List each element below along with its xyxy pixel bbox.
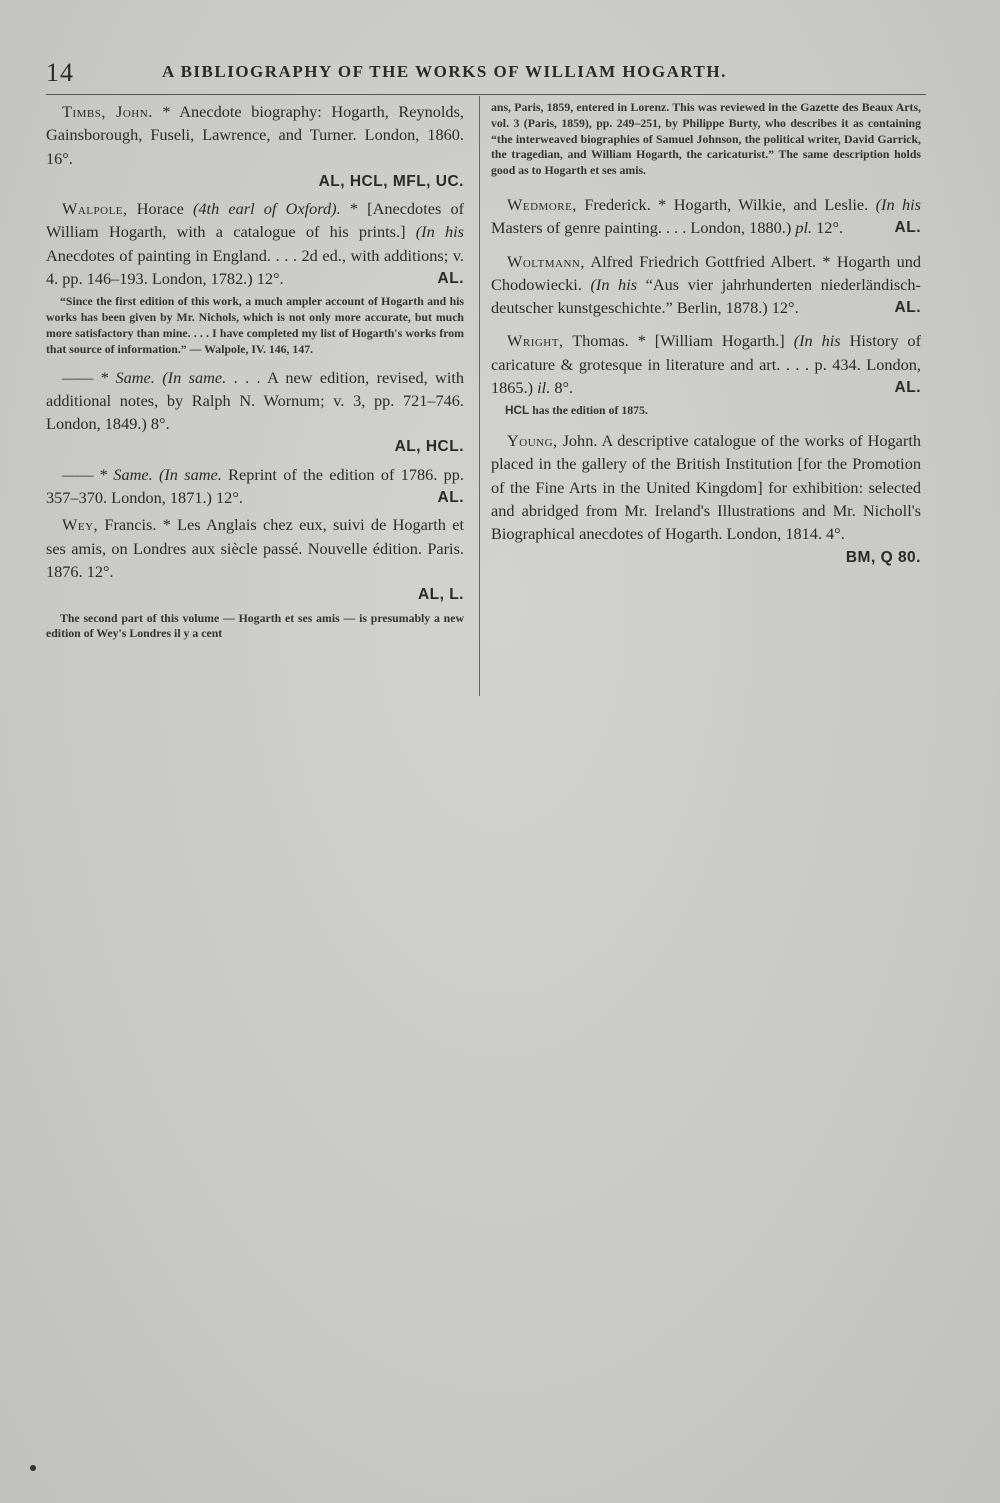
entry-text: Reprint of the edition of 1786. pp. 357–370. London, 1871.) 12°. — [46, 464, 464, 508]
note-text: has the edition of 1875. — [532, 403, 648, 418]
entry-in-his: (In his — [793, 331, 841, 351]
note-italic: Hogarth et ses amis — [238, 610, 340, 625]
ditto-dash: —— — [62, 367, 93, 387]
entry-wey — [46, 513, 464, 606]
holdings: AL, HCL, MFL, UC. — [318, 172, 464, 190]
page-number: 14 — [46, 58, 74, 87]
entry-author: Young, — [507, 431, 558, 451]
page-header — [46, 58, 926, 90]
column-rule — [479, 96, 480, 696]
holdings: AL. — [437, 270, 464, 288]
note-text: This was reviewed in the — [672, 100, 798, 114]
entry-wedmore — [491, 193, 921, 240]
note-italic: Londres il y a cent — [129, 626, 223, 641]
holdings: AL. — [894, 379, 921, 397]
entry-text-2: Masters of genre painting. . . . London, 1880.) — [491, 218, 792, 238]
entry-in-same: (In same. — [162, 367, 227, 387]
entry-text: John. A descriptive catalogue of the works of Hogarth placed in the gallery of the British Institution [for the Promotion of the Fine Arts in the United Kingdom] for exhibition: selected and abridged from Mr. Ireland's Illustrations and Mr. Nicholl's Biographical anecdotes of Hogarth. London, 1814. 4°. — [491, 431, 921, 544]
entry-in-his: (In his — [875, 194, 922, 214]
entry-title-italic: (4th earl of Oxford). — [192, 199, 341, 219]
entry-author: Wedmore, — [507, 194, 577, 214]
entry-same: * Same. — [98, 464, 153, 484]
holdings: AL. — [894, 299, 921, 317]
entry-woltmann — [491, 250, 921, 320]
entry-same-1 — [46, 366, 464, 459]
entry-illustrated: il. — [537, 378, 551, 398]
entry-author: Wey, — [62, 515, 99, 535]
entry-note-continued — [491, 100, 921, 179]
entry-author: Walpole, — [62, 199, 128, 219]
entry-in-his: (In his — [590, 274, 638, 294]
ink-speck — [30, 1465, 36, 1471]
holdings: AL. — [437, 489, 464, 507]
entry-in-his: (In his — [415, 222, 464, 242]
entry-timbs — [46, 100, 464, 193]
entry-note: “Since the first edition of this work, a much ampler account of Hogarth and his works has been given by Mr. Nichols, which is not only more accurate, but much more satisfactory than mine. . . . I have completed my list of Hogarth's works from that source of information.” — Walpole, IV. 146, 147. — [46, 294, 464, 356]
entry-name: Horace — [136, 199, 184, 219]
holdings: AL, L. — [417, 586, 464, 604]
holdings: AL. — [894, 219, 921, 237]
entry-text-2: “Aus vier jahrhunderten niederländisch-deutscher kunstgeschichte.” Berlin, 1878.) 12°. — [491, 274, 921, 318]
note-italic: Gazette des Beaux Arts, — [800, 100, 922, 114]
entry-text: Francis. * Les Anglais chez eux, suivi de Hogarth et ses amis, on Londres aux siècle passé. Nouvelle édition. Paris. 1876. 12°. — [46, 515, 464, 581]
entry-walpole — [46, 197, 464, 290]
entry-text-2: History of caricature & grotesque in literature and art. . . . p. 434. London, 1865.) — [491, 331, 921, 398]
ditto-dash: —— — [62, 464, 93, 484]
entry-size: 8°. — [554, 378, 574, 398]
entry-text: Thomas. * [William Hogarth.] — [572, 331, 785, 351]
entry-author: Woltmann, — [507, 251, 585, 271]
entry-note — [46, 611, 464, 643]
note-italic: Lorenz. — [630, 100, 670, 114]
right-column — [491, 100, 921, 569]
entry-note — [491, 403, 921, 419]
note-italic: ans, — [491, 100, 511, 114]
running-title: A BIBLIOGRAPHY OF THE WORKS OF WILLIAM HOGARTH. — [162, 62, 727, 81]
entry-text: Frederick. * Hogarth, Wilkie, and Leslie. — [584, 194, 869, 214]
entry-young — [491, 429, 921, 566]
note-text: Paris, 1859, entered in — [514, 100, 628, 114]
entry-plates: pl. — [795, 218, 813, 238]
entry-text: * [Anecdotes of William Hogarth, with a catalogue of his prints.] — [46, 199, 465, 242]
left-column — [46, 100, 464, 650]
entry-text: . . . A new edition, revised, with additional notes, by Ralph N. Wornum; v. 3, pp. 721–746. London, 1849.) 8°. — [46, 367, 465, 434]
note-text: The second part of this volume — — [60, 610, 235, 625]
entry-same: * Same. — [99, 367, 155, 387]
entry-size: 12°. — [816, 218, 844, 238]
holdings: BM, Q 80. — [845, 548, 921, 566]
entry-text-2: Anecdotes of painting in England. . . . 2d ed., with additions; v. 4. pp. 146–193. London, 1782.) 12°. — [46, 245, 464, 289]
entry-wright — [491, 329, 921, 399]
note-italic: Hogarth et ses amis. — [544, 163, 647, 178]
header-rule — [46, 94, 926, 95]
entry-author: Wright, — [507, 331, 564, 351]
entry-in-same: (In same. — [158, 464, 222, 484]
note-library: HCL — [505, 403, 530, 418]
holdings: AL, HCL. — [394, 438, 464, 456]
entry-text: Alfred Friedrich Gottfried Albert. * Hogarth und Chodowiecki. — [491, 251, 922, 294]
entry-text: * Anecdote biography: Hogarth, Reynolds, Gainsborough, Fuseli, Lawrence, and Turner. London, 1860. 16°. — [46, 102, 464, 168]
note-text: vol. 3 (Paris, 1859), pp. 249–251, by Philippe Burty, who describes it as containing “the interweaved biographies of Samuel Johnson, the political writer, David Garrick, the tragedian, and William Hogarth, the caricaturist.” The same description holds good as to — [491, 115, 921, 178]
entry-author: Timbs, John. — [62, 102, 153, 121]
entry-same-2 — [46, 463, 464, 510]
note-text: — is presumably a new edition of Wey's — [46, 610, 465, 641]
